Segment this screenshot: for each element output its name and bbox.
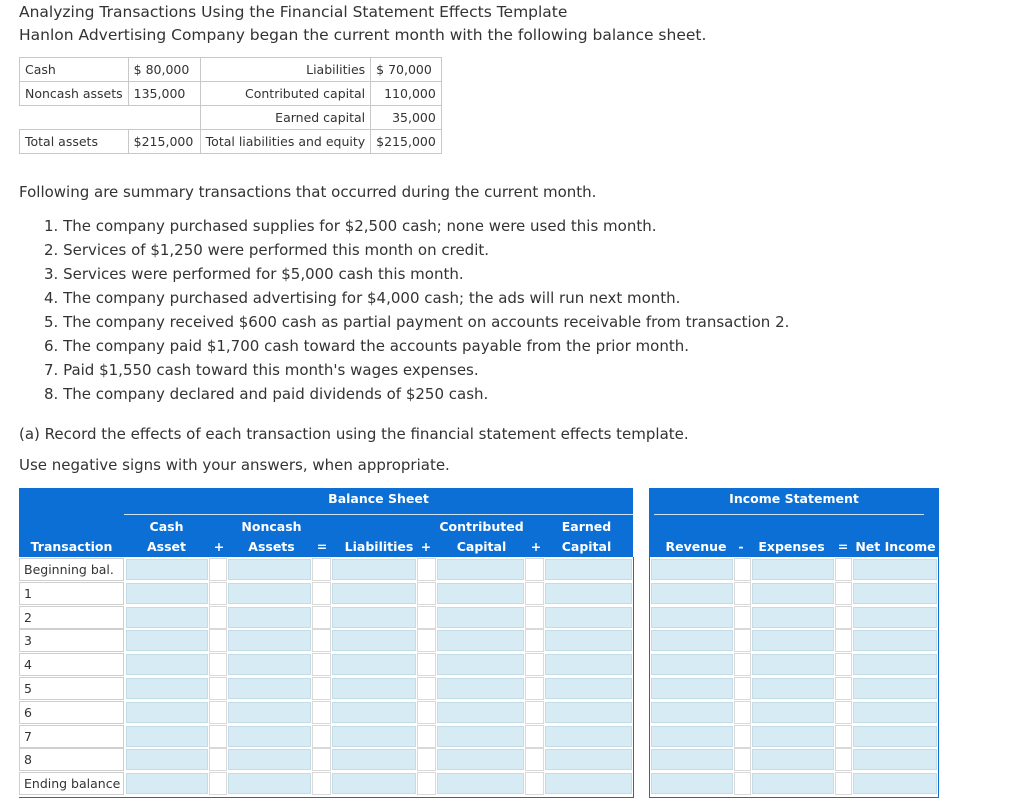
operator-spacer [835,748,852,771]
operator-spacer [734,748,751,771]
transaction-row-label: 6 [19,701,124,724]
transaction-item: 4. The company purchased advertising for $4,000 cash; the ads will run next month. [44,289,681,307]
part-a-instruction: (a) Record the effects of each transaction using the financial statement effects template. [19,425,689,443]
income-statement-right-border [938,557,939,797]
operator-spacer [525,701,544,724]
noncash-assets-input[interactable] [227,582,312,605]
revenue-input[interactable] [650,701,734,724]
liabilities-input[interactable] [331,653,417,676]
bs-contributed-value: 110,000 [371,82,442,106]
net-income-input[interactable] [852,701,938,724]
bs-row [20,58,442,82]
operator-spacer [734,701,751,724]
operator-spacer [734,772,751,795]
contributed-capital-input[interactable] [436,677,525,700]
income-statement-rule [654,514,924,515]
bs-total-assets-value: $215,000 [128,130,200,154]
operator-spacer [835,677,852,700]
operator-spacer [734,629,751,652]
operator-spacer [525,772,544,795]
col-expenses-header: Expenses [758,539,825,554]
expenses-input[interactable] [751,606,835,629]
net-income-input[interactable] [852,748,938,771]
operator-spacer [417,772,436,795]
negative-sign-note: Use negative signs with your answers, when appropriate. [19,456,450,474]
transaction-item: 6. The company paid $1,700 cash toward the accounts payable from the prior month. [44,337,689,355]
earned-capital-input[interactable] [544,677,633,700]
liabilities-input[interactable] [331,677,417,700]
operator-spacer [209,701,227,724]
operator-spacer [312,606,331,629]
earned-capital-input[interactable] [544,629,633,652]
operator-spacer [417,725,436,748]
operator-spacer [525,677,544,700]
operator-spacer [417,606,436,629]
bs-noncash-label: Noncash assets [20,82,129,106]
operator-spacer [209,772,227,795]
operator-spacer [835,558,852,581]
plus-operator: + [420,539,432,554]
expenses-input[interactable] [751,772,835,795]
operator-spacer [734,725,751,748]
operator-spacer [734,606,751,629]
transaction-row-label: 3 [19,629,124,652]
operator-spacer [312,629,331,652]
bs-total-le-value: $215,000 [371,130,442,154]
bs-noncash-value: 135,000 [128,82,200,106]
operator-spacer [209,748,227,771]
transaction-item: 3. Services were performed for $5,000 cash this month. [44,265,464,283]
earned-capital-input[interactable] [544,748,633,771]
bs-liabilities-label: Liabilities [200,58,371,82]
operator-spacer [525,653,544,676]
transaction-row-label: 1 [19,582,124,605]
net-income-input[interactable] [852,677,938,700]
operator-spacer [734,582,751,605]
operator-spacer [209,606,227,629]
revenue-input[interactable] [650,725,734,748]
cash-asset-input[interactable] [125,725,209,748]
liabilities-input[interactable] [331,772,417,795]
income-statement-bottom-border [649,797,939,798]
operator-spacer [417,748,436,771]
transaction-item: 2. Services of $1,250 were performed this month on credit. [44,241,490,259]
contributed-capital-input[interactable] [436,582,525,605]
operator-spacer [209,629,227,652]
transaction-row-label: Beginning bal. [19,558,124,581]
cash-asset-input[interactable] [125,606,209,629]
equals-operator: = [837,539,849,554]
revenue-input[interactable] [650,772,734,795]
bs-total-le-label: Total liabilities and equity [200,130,371,154]
bs-cash-label: Cash [20,58,129,82]
operator-spacer [417,558,436,581]
revenue-input[interactable] [650,606,734,629]
liabilities-input[interactable] [331,748,417,771]
earned-capital-input[interactable] [544,725,633,748]
operator-spacer [835,606,852,629]
bs-cash-value: $ 80,000 [128,58,200,82]
operator-spacer [525,725,544,748]
revenue-input[interactable] [650,653,734,676]
noncash-assets-input[interactable] [227,725,312,748]
bs-earned-label: Earned capital [200,106,371,130]
transaction-row-label: 2 [19,606,124,629]
col-earned-header-1: Earned [561,519,612,534]
plus-operator: + [213,539,225,554]
operator-spacer [417,629,436,652]
income-statement-title: Income Statement [729,491,859,506]
contributed-capital-input[interactable] [436,772,525,795]
col-net-income-header: Net Income [855,539,936,554]
operator-spacer [525,558,544,581]
operator-spacer [312,558,331,581]
cash-asset-input[interactable] [125,629,209,652]
balance-sheet-right-border [633,557,634,797]
operator-spacer [734,558,751,581]
operator-spacer [417,677,436,700]
noncash-assets-input[interactable] [227,701,312,724]
operator-spacer [312,725,331,748]
liabilities-input[interactable] [331,701,417,724]
col-cash-header-2: Asset [146,539,186,554]
operator-spacer [209,677,227,700]
contributed-capital-input[interactable] [436,558,525,581]
col-contributed-header-2: Capital [456,539,507,554]
bs-empty-value [128,106,200,130]
transaction-item: 5. The company received $600 cash as partial payment on accounts receivable from transaction 2. [44,313,790,331]
operator-spacer [525,582,544,605]
operator-spacer [525,606,544,629]
minus-operator: - [738,539,744,554]
bs-liabilities-value: $ 70,000 [371,58,442,82]
revenue-input[interactable] [650,677,734,700]
contributed-capital-input[interactable] [436,701,525,724]
transaction-row-label: 4 [19,653,124,676]
revenue-input[interactable] [650,582,734,605]
noncash-assets-input[interactable] [227,748,312,771]
bs-total-assets-label: Total assets [20,130,129,154]
col-noncash-header-1: Noncash [241,519,302,534]
operator-spacer [417,582,436,605]
expenses-input[interactable] [751,701,835,724]
contributed-capital-input[interactable] [436,748,525,771]
operator-spacer [417,653,436,676]
bs-earned-value: 35,000 [371,106,442,130]
col-revenue-header: Revenue [665,539,727,554]
operator-spacer [835,725,852,748]
bs-row [20,130,442,154]
expenses-input[interactable] [751,558,835,581]
revenue-input[interactable] [650,558,734,581]
operator-spacer [312,653,331,676]
noncash-assets-input[interactable] [227,629,312,652]
cash-asset-input[interactable] [125,558,209,581]
noncash-assets-input[interactable] [227,558,312,581]
cash-asset-input[interactable] [125,748,209,771]
noncash-assets-input[interactable] [227,772,312,795]
noncash-assets-input[interactable] [227,677,312,700]
transaction-row-label: Ending balance [19,772,124,795]
expenses-input[interactable] [751,582,835,605]
operator-spacer [835,629,852,652]
liabilities-input[interactable] [331,582,417,605]
expenses-input[interactable] [751,629,835,652]
transaction-list [44,214,789,406]
cash-asset-input[interactable] [125,772,209,795]
contributed-capital-input[interactable] [436,606,525,629]
earned-capital-input[interactable] [544,582,633,605]
beginning-balance-sheet [19,57,442,154]
net-income-input[interactable] [852,653,938,676]
bs-row [20,106,442,130]
liabilities-input[interactable] [331,558,417,581]
cash-asset-input[interactable] [125,582,209,605]
effects-template [19,488,939,798]
net-income-input[interactable] [852,558,938,581]
operator-spacer [525,748,544,771]
equals-operator: = [316,539,328,554]
contributed-capital-input[interactable] [436,629,525,652]
revenue-input[interactable] [650,748,734,771]
expenses-input[interactable] [751,653,835,676]
transaction-item: 7. Paid $1,550 cash toward this month's wages expenses. [44,361,479,379]
operator-spacer [734,677,751,700]
contributed-capital-input[interactable] [436,653,525,676]
transactions-intro: Following are summary transactions that occurred during the current month. [19,183,597,201]
revenue-input[interactable] [650,629,734,652]
col-noncash-header-2: Assets [248,539,295,554]
cash-asset-input[interactable] [125,677,209,700]
balance-sheet-bottom-border [19,797,634,798]
operator-spacer [312,582,331,605]
net-income-input[interactable] [852,582,938,605]
balance-sheet-rule [124,514,633,515]
earned-capital-input[interactable] [544,701,633,724]
col-cash-header-1: Cash [149,519,184,534]
col-earned-header-2: Capital [561,539,612,554]
operator-spacer [734,653,751,676]
cash-asset-input[interactable] [125,653,209,676]
operator-spacer [312,677,331,700]
transaction-row-label: 5 [19,677,124,700]
net-income-input[interactable] [852,629,938,652]
net-income-input[interactable] [852,725,938,748]
col-contributed-header-1: Contributed [439,519,524,534]
operator-spacer [209,582,227,605]
net-income-input[interactable] [852,606,938,629]
liabilities-input[interactable] [331,629,417,652]
earned-capital-input[interactable] [544,653,633,676]
contributed-capital-input[interactable] [436,725,525,748]
balance-sheet-title: Balance Sheet [328,491,429,506]
page-subtitle: Hanlon Advertising Company began the current month with the following balance sheet. [19,26,707,44]
cash-asset-input[interactable] [125,701,209,724]
transaction-item: 8. The company declared and paid dividends of $250 cash. [44,385,489,403]
earned-capital-input[interactable] [544,558,633,581]
operator-spacer [417,701,436,724]
page-title: Analyzing Transactions Using the Financial Statement Effects Template [19,3,568,21]
operator-spacer [209,725,227,748]
operator-spacer [835,582,852,605]
operator-spacer [835,772,852,795]
noncash-assets-input[interactable] [227,653,312,676]
transaction-row-label: 7 [19,725,124,748]
operator-spacer [209,558,227,581]
expenses-input[interactable] [751,725,835,748]
transaction-item: 1. The company purchased supplies for $2,500 cash; none were used this month. [44,217,657,235]
operator-spacer [209,653,227,676]
liabilities-input[interactable] [331,606,417,629]
col-transaction-header: Transaction [30,539,113,554]
transaction-row-label: 8 [19,748,124,771]
operator-spacer [835,653,852,676]
noncash-assets-input[interactable] [227,606,312,629]
net-income-input[interactable] [852,772,938,795]
bs-empty-label [20,106,129,130]
col-liabilities-header: Liabilities [344,539,414,554]
earned-capital-input[interactable] [544,606,633,629]
plus-operator: + [530,539,542,554]
liabilities-input[interactable] [331,725,417,748]
bs-contributed-label: Contributed capital [200,82,371,106]
earned-capital-input[interactable] [544,772,633,795]
operator-spacer [835,701,852,724]
operator-spacer [312,772,331,795]
operator-spacer [312,748,331,771]
operator-spacer [525,629,544,652]
bs-row [20,82,442,106]
expenses-input[interactable] [751,748,835,771]
operator-spacer [312,701,331,724]
expenses-input[interactable] [751,677,835,700]
